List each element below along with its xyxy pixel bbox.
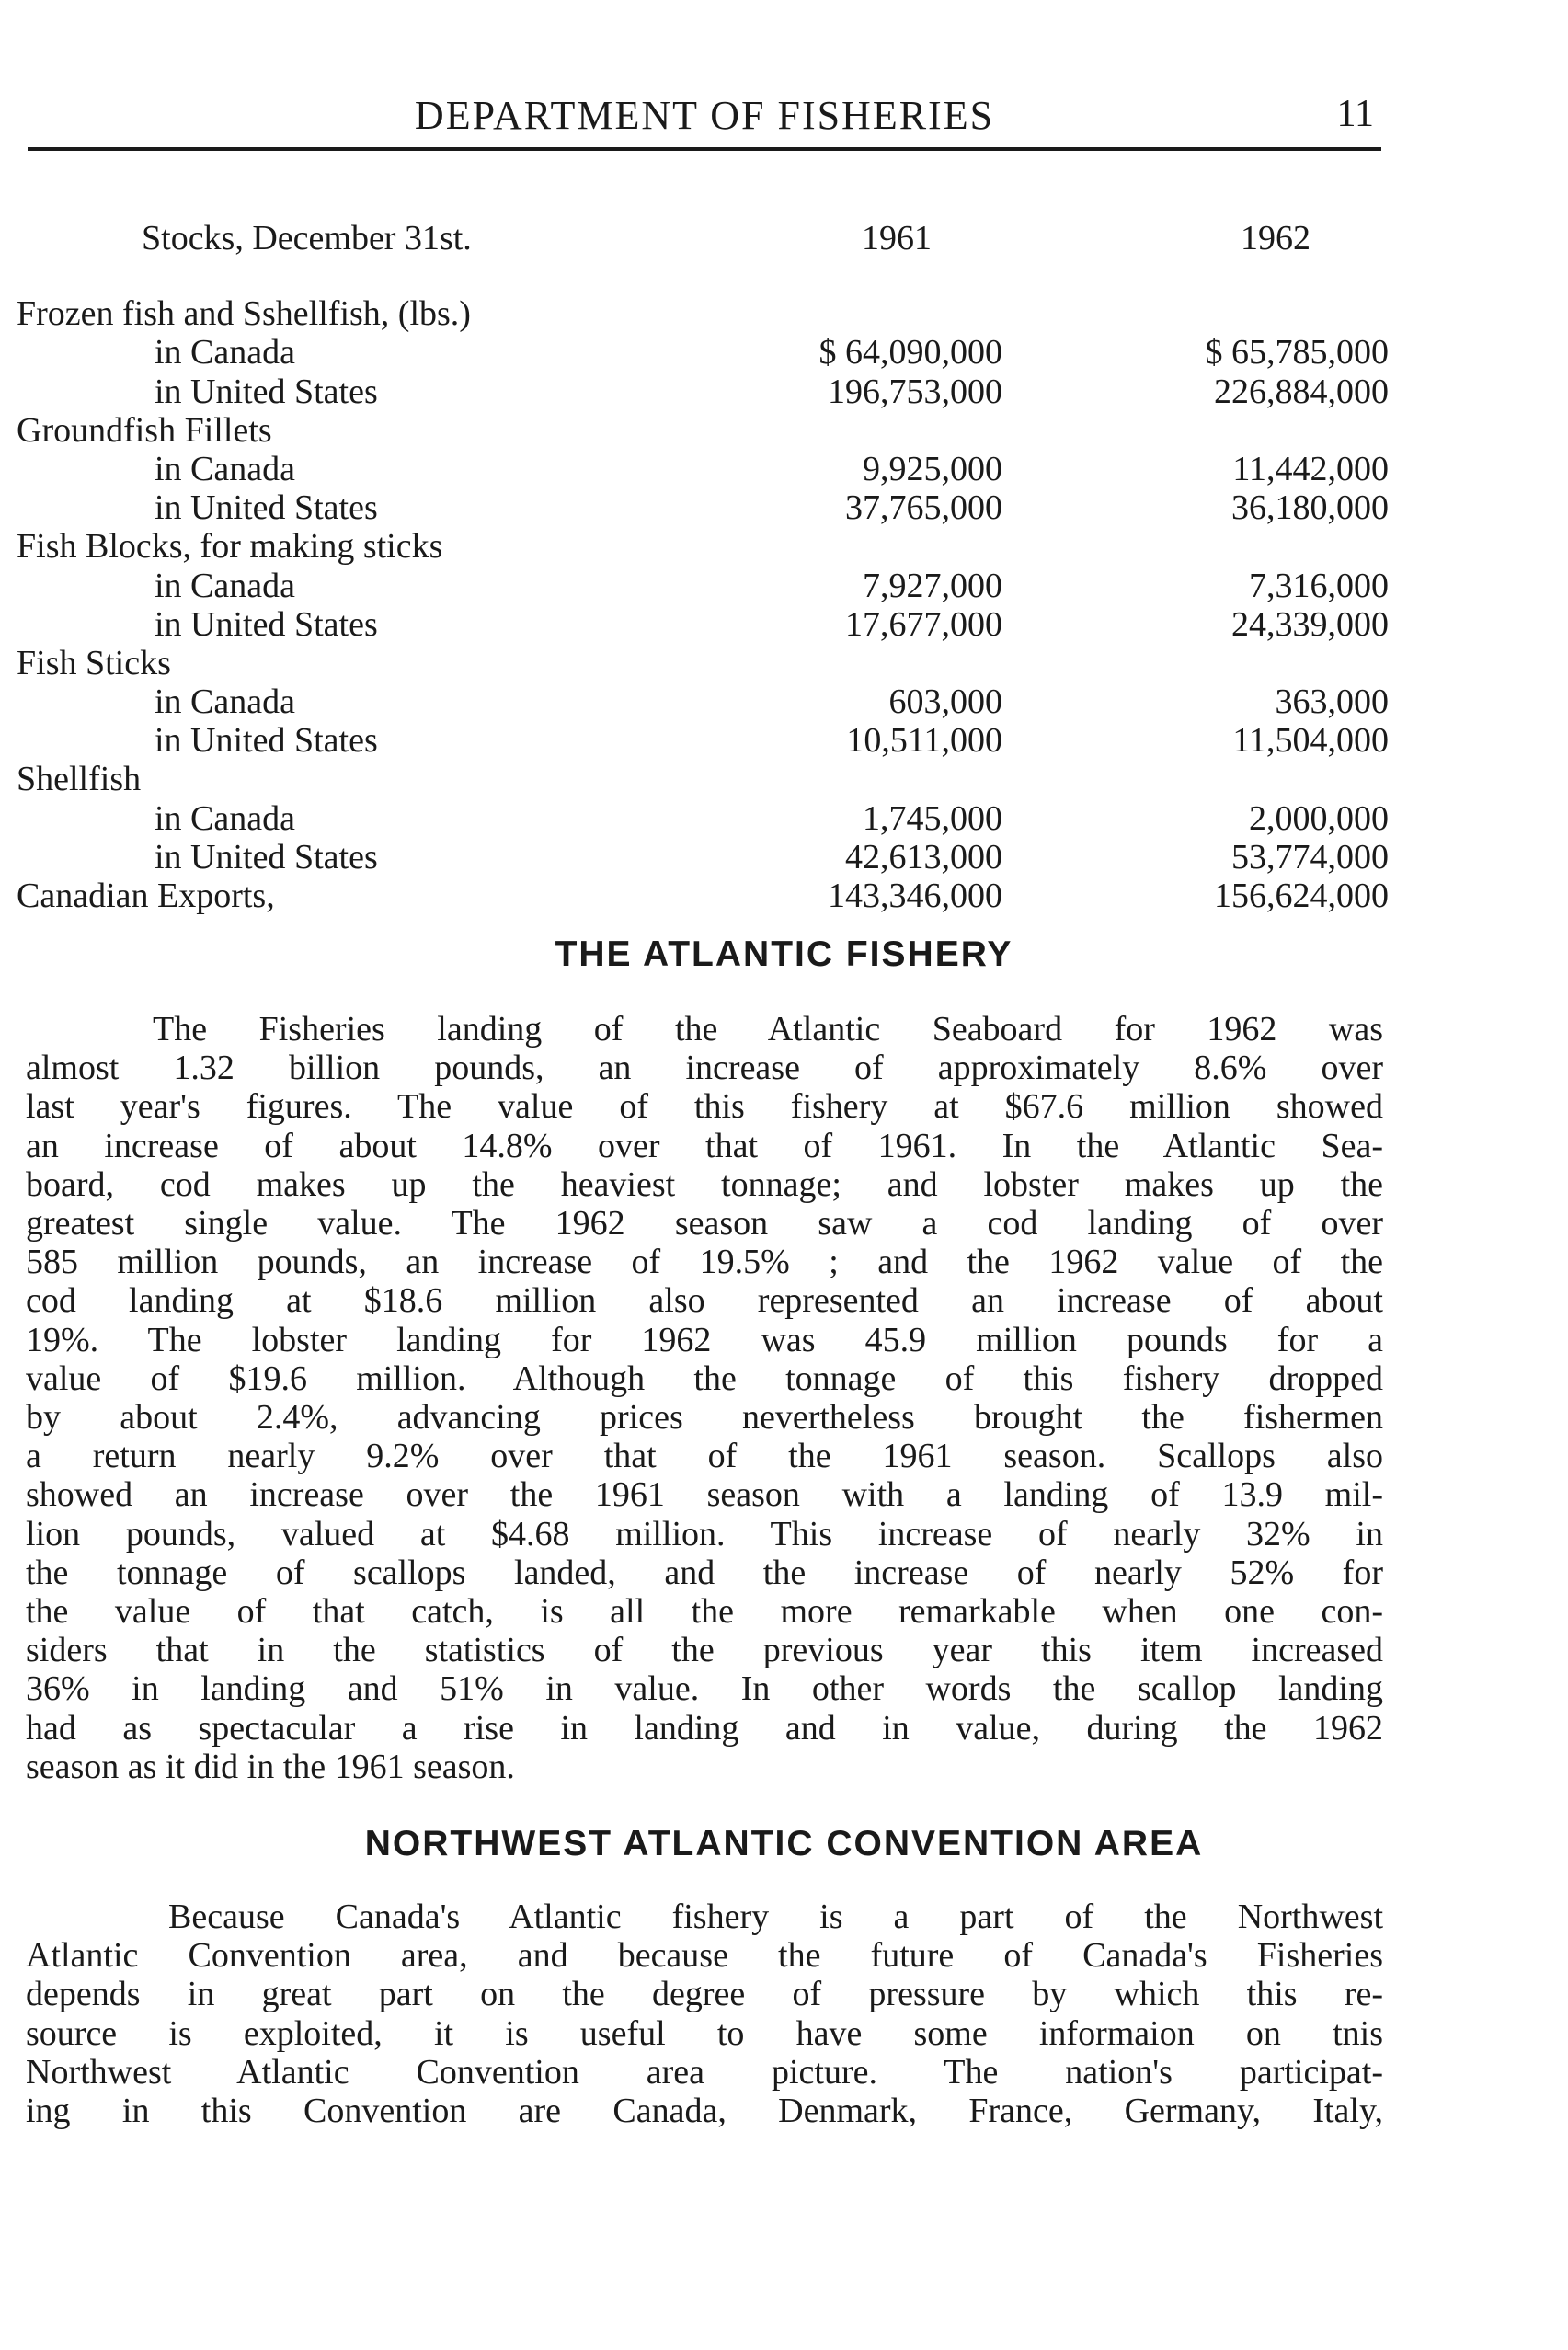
text-line: almost 1.32 billion pounds, an increase of approximately 8.6% over (26, 1049, 1383, 1088)
convention-area-paragraph (26, 1897, 1383, 2130)
stocks-table-body (17, 294, 1389, 915)
value-1961: 37,765,000 (845, 488, 1002, 528)
text-line: had as spectacular a rise in landing and in value, during the 1962 (26, 1708, 1383, 1748)
text-line: value of $19.6 million. Although the tonnage of this fishery dropped (26, 1358, 1383, 1398)
value-1962: 24,339,000 (1231, 604, 1389, 644)
table-row (17, 721, 1389, 760)
value-1961: 143,346,000 (828, 877, 1002, 915)
row-label: Fish Sticks (17, 643, 171, 682)
text-line: Northwest Atlantic Convention area picture. The nation's participat- (26, 2052, 1383, 2092)
row-label: in Canada (155, 798, 296, 838)
text-line: greatest single value. The 1962 season saw a cod landing of over (26, 1204, 1383, 1244)
text-line: ing in this Convention are Canada, Denmark, France, Germany, Italy, (26, 2092, 1383, 2131)
row-label: in United States (155, 721, 378, 761)
text-line: last year's figures. The value of this fishery at $67.6 million showed (26, 1087, 1383, 1127)
text-line: showed an increase over the 1961 season with a landing of 13.9 mil- (26, 1475, 1383, 1515)
text-line: The Fisheries landing of the Atlantic Seaboard for 1962 was (153, 1010, 1383, 1049)
table-row (17, 644, 1389, 682)
row-label: Fish Blocks, for making sticks (17, 527, 443, 567)
value-1962: 11,442,000 (1232, 449, 1389, 488)
table-row (17, 877, 1389, 915)
value-1962: 2,000,000 (1249, 798, 1389, 838)
value-1962: $ 65,785,000 (1205, 333, 1389, 373)
text-line: siders that in the statistics of the previous year this item increased (26, 1631, 1383, 1670)
table-row (17, 799, 1389, 838)
row-label: in United States (155, 372, 378, 411)
value-1961: 17,677,000 (845, 604, 1002, 644)
value-1962: 226,884,000 (1214, 372, 1389, 411)
table-row (17, 760, 1389, 798)
page-number: 11 (1336, 93, 1374, 135)
table-row (17, 488, 1389, 527)
page-header (28, 92, 1381, 151)
row-label: in United States (155, 604, 378, 644)
text-line: source is exploited, it is useful to have some informaion on tnis (26, 2013, 1383, 2053)
value-1962: 53,774,000 (1231, 837, 1389, 877)
stocks-table-header (17, 219, 1389, 258)
value-1961: 42,613,000 (845, 837, 1002, 877)
table-row (17, 294, 1389, 333)
text-line: an increase of about 14.8% over that of 1961. In the Atlantic Sea- (26, 1126, 1383, 1165)
text-line: the tonnage of scallops landed, and the increase of nearly 52% for (26, 1553, 1383, 1592)
value-1961: 1,745,000 (863, 798, 1002, 838)
text-line: season as it did in the 1961 season. (26, 1747, 515, 1786)
stocks-table (17, 219, 1389, 915)
running-title: DEPARTMENT OF FISHERIES (414, 93, 995, 138)
row-label: Frozen fish and Sshellfish, (lbs.) (17, 294, 471, 334)
text-line: 36% in landing and 51% in value. In other words the scallop landing (26, 1669, 1383, 1709)
row-label: Groundfish Fillets (17, 410, 272, 450)
convention-area-heading: NORTHWEST ATLANTIC CONVENTION AREA (364, 1824, 1204, 1863)
row-label: in United States (155, 837, 378, 877)
value-1962: 36,180,000 (1231, 488, 1389, 528)
row-label: in Canada (155, 333, 296, 373)
text-line: cod landing at $18.6 million also represented an increase of about (26, 1281, 1383, 1321)
row-label: Canadian Exports, (17, 877, 275, 915)
table-row (17, 373, 1389, 411)
row-label: in Canada (155, 449, 296, 488)
value-1962: 363,000 (1275, 682, 1389, 722)
value-1961: 603,000 (888, 682, 1002, 722)
value-1961: $ 64,090,000 (818, 333, 1002, 373)
table-row (17, 527, 1389, 566)
text-line: 19%. The lobster landing for 1962 was 45.9 million pounds for a (26, 1320, 1383, 1359)
text-line: the value of that catch, is all the more remarkable when one con- (26, 1592, 1383, 1632)
row-label: Shellfish (17, 760, 142, 799)
value-1962: 11,504,000 (1232, 721, 1389, 761)
table-row (17, 411, 1389, 450)
value-1961: 9,925,000 (863, 449, 1002, 488)
table-row (17, 567, 1389, 605)
text-line: lion pounds, valued at $4.68 million. This increase of nearly 32% in (26, 1514, 1383, 1553)
value-1962: 7,316,000 (1249, 566, 1389, 605)
text-line: 585 million pounds, an increase of 19.5% ; and the 1962 value of the (26, 1243, 1383, 1282)
row-label: in United States (155, 488, 378, 528)
value-1961: 7,927,000 (863, 566, 1002, 605)
text-line: Because Canada's Atlantic fishery is a part of the Northwest (168, 1897, 1383, 1936)
table-row (17, 682, 1389, 721)
atlantic-fishery-heading: THE ATLANTIC FISHERY (555, 934, 1013, 974)
column-header-1962: 1962 (1241, 219, 1310, 258)
stocks-heading: Stocks, December 31st. (142, 219, 472, 258)
table-row (17, 605, 1389, 644)
atlantic-fishery-paragraph (26, 1010, 1383, 1786)
text-line: Atlantic Convention area, and because the future of Canada's Fisheries (26, 1936, 1383, 1976)
text-line: depends in great part on the degree of pressure by which this re- (26, 1975, 1383, 2014)
row-label: in Canada (155, 566, 296, 605)
table-row (17, 333, 1389, 372)
table-row (17, 450, 1389, 488)
text-line: board, cod makes up the heaviest tonnage; and lobster makes up the (26, 1164, 1383, 1204)
text-line: a return nearly 9.2% over that of the 1961 season. Scallops also (26, 1437, 1383, 1476)
row-label: in Canada (155, 682, 296, 722)
value-1961: 196,753,000 (828, 372, 1002, 411)
value-1961: 10,511,000 (846, 721, 1002, 761)
text-line: by about 2.4%, advancing prices nevertheless brought the fishermen (26, 1398, 1383, 1438)
column-header-1961: 1961 (862, 219, 932, 258)
table-row (17, 838, 1389, 877)
value-1962: 156,624,000 (1214, 877, 1389, 915)
